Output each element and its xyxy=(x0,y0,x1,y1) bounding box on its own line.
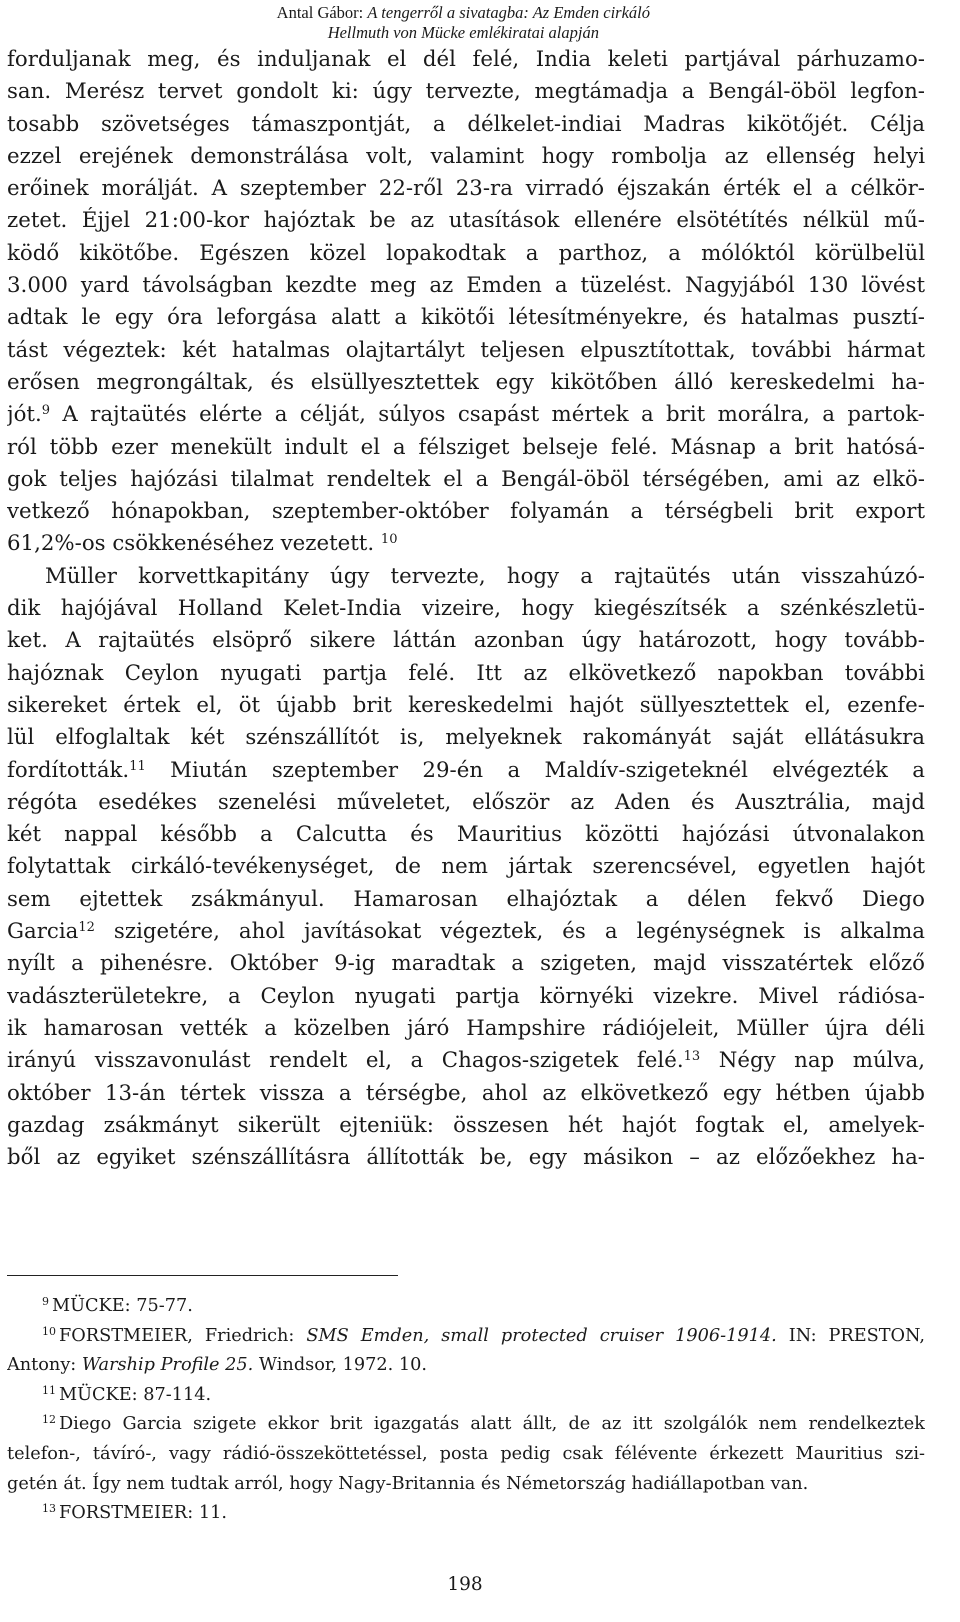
text-line: október 13-án tértek vissza a térségbe, ahol az elkövetkező egy hétben újabb xyxy=(7,1080,925,1106)
text-line: erőinek morálját. A szeptember 22-ről 23-ra virradó éjszakán érték el a célkör- xyxy=(7,176,925,202)
footnote-italic-title: Warship Profile 25. xyxy=(81,1355,254,1376)
footnote-9 xyxy=(7,1292,925,1322)
text-fragment: A rajtaütés elérte a célját, súlyos csapást mértek a brit morálra, a partok- xyxy=(62,402,925,428)
text-line: ik hamarosan vették a közelben járó Hampshire rádiójeleit, Müller újra déli xyxy=(7,1015,925,1041)
text-line: tosabb szövetséges támaszpontját, a délkelet-indiai Madras kikötőjét. Célja xyxy=(7,111,925,137)
running-header xyxy=(277,3,650,43)
footnote-number: 13 xyxy=(42,1502,56,1516)
text-line xyxy=(7,1045,925,1077)
footnote-italic-title: SMS Emden, small protected cruiser 1906-1914. xyxy=(306,1325,777,1346)
text-line: vadászterületekre, a Ceylon nyugati partja környéki vizekre. Mivel rádiósa- xyxy=(7,983,925,1009)
text-line: ből az egyiket szénszállításra állították be, egy másikon – az előzőekhez ha- xyxy=(7,1145,925,1171)
footnote-13 xyxy=(7,1499,925,1529)
text-line: gok teljes hajózási tilalmat rendeltek el a Bengál-öböl térségében, ami az elkö- xyxy=(7,466,925,492)
footnote-text: Antony: xyxy=(7,1355,77,1376)
text-line: lül elfoglaltak két szénszállítót is, melyeknek rakományát saját ellátásukra xyxy=(7,725,925,751)
footnote-number: 11 xyxy=(42,1383,56,1397)
footnote-text: MÜCKE: 75-77. xyxy=(52,1296,193,1316)
text-line: ról több ezer menekült indult el a félsziget belseje felé. Másnap a brit hatósá- xyxy=(7,434,925,460)
text-line: sem ejtettek zsákmányul. Hamarosan elhajóztak a délen fekvő Diego xyxy=(7,886,925,912)
text-line: forduljanak meg, és induljanak el dél felé, India keleti partjával párhuzamo- xyxy=(7,47,925,72)
footnote-11 xyxy=(7,1381,925,1411)
text-fragment: jót. xyxy=(7,402,42,428)
text-line: adtak le egy óra leforgása alatt a kikötői létesítményekre, és hatalmas pusztí- xyxy=(7,305,925,331)
text-line: nyílt a pihenésre. Október 9-ig maradtak a szigeten, majd visszatértek előző xyxy=(7,951,925,977)
header-subtitle: Hellmuth von Mücke emlékiratai alapján xyxy=(327,23,599,42)
footnote-number: 10 xyxy=(42,1324,56,1338)
footnote-text: MÜCKE: 87-114. xyxy=(59,1384,212,1405)
header-title-line xyxy=(277,3,650,23)
main-text xyxy=(7,44,925,1174)
header-subtitle-line xyxy=(277,23,650,43)
text-line: régóta esedékes szenelési műveletet, először az Aden és Ausztrália, majd xyxy=(7,789,925,815)
footnote-separator xyxy=(7,1275,398,1276)
footnote-text: IN: PRESTON, xyxy=(788,1325,925,1346)
footnote-12-cont: getén át. Így nem tudtak arról, hogy Nagy-Britannia és Németország hadiállapotban van. xyxy=(7,1473,809,1494)
text-line: folytattak cirkáló-tevékenységet, de nem jártak szerencsével, egyetlen hajót xyxy=(7,854,925,880)
footnote-ref-13[interactable]: 13 xyxy=(683,1049,701,1065)
footnote-ref-9[interactable]: 9 xyxy=(41,403,51,419)
text-line: gazdag zsákmányt sikerült ejteniük: összesen hét hajót fogtak el, amelyek- xyxy=(7,1112,925,1138)
text-line: san. Merész tervet gondolt ki: úgy tervezte, megtámadja a Bengál-öböl legfon- xyxy=(7,79,925,105)
text-line: ködő kikötőbe. Egészen közel lopakodtak a parthoz, a mólóktól körülbelül xyxy=(7,240,925,266)
text-line: vetkező hónapokban, szeptember-október folyamán a térségbeli brit export xyxy=(7,499,925,525)
text-line xyxy=(7,399,925,431)
text-fragment: Garcia xyxy=(7,919,79,945)
text-fragment: fordították. xyxy=(7,757,130,783)
text-line: hajóznak Ceylon nyugati partja felé. Itt az elkövetkező napokban további xyxy=(7,660,925,686)
footnote-12-cont: telefon-, távíró-, vagy rádió-összeköttetéssel, posta pedig csak félévente érkezett Mauritius szi- xyxy=(7,1443,925,1464)
header-book-title: A tengerről a sivatagba: Az Emden cirkáló xyxy=(367,3,650,22)
text-fragment: szigetére, ahol javításokat végeztek, és a legénységnek is alkalma xyxy=(113,919,925,945)
footnote-ref-12[interactable]: 12 xyxy=(78,920,95,936)
footnote-number: 9 xyxy=(42,1295,49,1308)
footnote-ref-11[interactable]: 11 xyxy=(129,758,146,774)
footnote-12 xyxy=(7,1410,925,1440)
text-fragment: Miután szeptember 29-én a Maldív-szigeteknél elvégezték a xyxy=(170,757,925,783)
text-line: zetet. Éjjel 21:00-kor hajóztak be az utasítások ellenére elsötétítés nélkül mű- xyxy=(7,208,925,234)
footnote-number: 12 xyxy=(42,1413,56,1427)
text-line: erősen megrongáltak, és elsüllyesztettek egy kikötőben álló kereskedelmi ha- xyxy=(7,369,925,395)
header-author: Antal Gábor: xyxy=(276,3,364,22)
text-line: tást végeztek: két hatalmas olajtartályt teljesen elpusztítottak, további hármat xyxy=(7,337,925,363)
text-line xyxy=(7,755,925,787)
text-line: ezzel erejének demonstrálása volt, valamint hogy rombolja az ellenség helyi xyxy=(7,143,925,169)
text-fragment: irányú visszavonulást rendelt el, a Chagos-szigetek felé. xyxy=(7,1048,684,1074)
text-line xyxy=(7,916,925,948)
footnote-text: FORSTMEIER: 11. xyxy=(59,1503,227,1524)
text-line: dik hajójával Holland Kelet-India vizeire, hogy kiegészítsék a szénkészletü- xyxy=(7,596,925,622)
text-fragment: 61,2%-os csökkenéséhez vezetett. xyxy=(7,531,375,557)
footnote-text: FORSTMEIER, Friedrich: xyxy=(59,1325,295,1346)
paragraph-first-line: Müller korvettkapitány úgy tervezte, hogy a rajtaütés után visszahúzó- xyxy=(45,563,925,589)
footnote-ref-10[interactable]: 10 xyxy=(380,532,398,548)
text-fragment: Négy nap múlva, xyxy=(718,1048,925,1074)
text-line xyxy=(7,528,925,560)
footnote-10 xyxy=(7,1322,925,1352)
footnote-text: Windsor, 1972. 10. xyxy=(258,1355,428,1376)
page-number: 198 xyxy=(447,1574,483,1595)
footnote-10-cont xyxy=(7,1351,925,1381)
text-line: két nappal később a Calcutta és Mauritius közötti hajózási útvonalakon xyxy=(7,822,925,848)
text-line: sikereket értek el, öt újabb brit kereskedelmi hajót süllyesztettek el, ezenfe- xyxy=(7,692,925,718)
footnote-text: Diego Garcia szigete ekkor brit igazgatás alatt állt, de az itt szolgálók nem rendelkeztek xyxy=(59,1414,925,1435)
footnotes xyxy=(7,1292,925,1529)
text-line: ket. A rajtaütés elsöprő sikere láttán azonban úgy határozott, hogy tovább- xyxy=(7,628,925,654)
text-line: 3.000 yard távolságban kezdte meg az Emden a tüzelést. Nagyjából 130 lövést xyxy=(7,273,925,299)
